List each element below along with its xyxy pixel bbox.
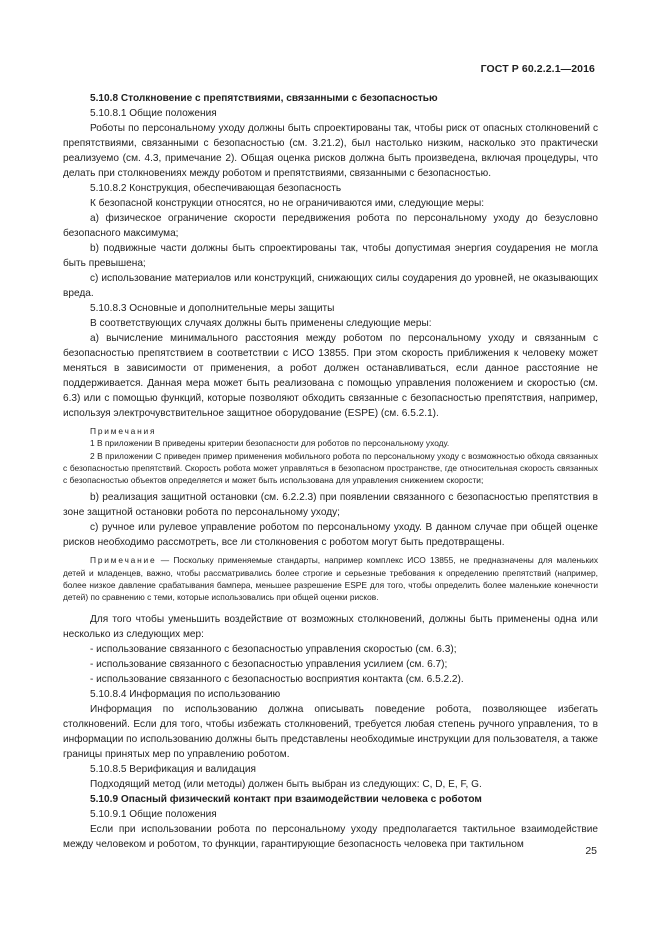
subsection-heading: 5.10.8.1 Общие положения [90, 108, 217, 119]
paragraph: Если при использовании робота по персональному уходу предполагается тактильное взаимодействие между человеком и роботом, то функции, гарантирующие безопасность человека при тактильном [63, 823, 598, 850]
document-body [63, 91, 598, 852]
note-body: — Поскольку применяемые стандарты, например комплекс ИСО 13855, не предназначены для маленьких детей и младенцев, важно, чтобы рассматривались более строгие и серьезные требования к определению препятствий (например, более низкое давление срабатывания бампера, меньшее разрешение ESPE для того, чтобы определить более маленькие конечности детей) по сравнению с теми, которые использовались при общей оценки рисков. [63, 555, 599, 603]
notes-block [63, 425, 598, 486]
section-heading-5-10-8: 5.10.8 Столкновение с препятствиями, связанными с безопасностью [90, 93, 438, 104]
paragraph: К безопасной конструкции относятся, но не ограничиваются ими, следующие меры: [90, 198, 485, 209]
note-title: Примечание [90, 555, 157, 566]
note-text [63, 554, 598, 603]
document-header: ГОСТ Р 60.2.2.1—2016 [480, 63, 595, 75]
paragraph: Роботы по персональному уходу должны быть спроектированы так, чтобы риск от опасных столкновений с препятствиями, связанными с безопасностью (см. 3.21.2), был настолько низким, насколько это практически реализуемо (см. 4.3, примечание 2). Общая оценка рисков должна быть произведена, включая процедуры, что делать при столкновениях между роботом и препятствиями, связанными с безопасностью. [63, 123, 598, 179]
list-item: c) ручное или рулевое управление роботом по персональному уходу. В данном случае при общей оценке рисков необходимо рассмотреть, все ли столкновения с роботом могут быть предотвращены. [63, 522, 598, 549]
subsection-heading: 5.10.8.3 Основные и дополнительные меры защиты [90, 303, 335, 314]
note-item: 1 В приложении В приведены критерии безопасности для роботов по персональному уходу. [90, 438, 450, 449]
note-block [63, 554, 598, 603]
list-item: b) подвижные части должны быть спроектированы так, чтобы допустимая энергия соударения не могла быть превышена; [63, 243, 598, 269]
list-item: b) реализация защитной остановки (см. 6.2.2.3) при появлении связанного с безопасностью препятствия в зоне защитной остановки робота по персональному уходу; [63, 492, 598, 519]
dash-list-item: - использование связанного с безопасностью управления усилием (см. 6.7); [90, 658, 448, 670]
list-item: а) вычисление минимального расстояния между роботом по персональному уходу и связанным с безопасностью препятствием в соответствии с ИСО 13855. При этом скорость приближения к человеку может меняться в зависимости от применения, а робот должен останавливаться, если данное расстояние не поддерживается. Данная мера может быть реализована с помощью управления положением и скоростью (см. 6.3) или с помощью функций, которые позволяют обходить связанные с безопасностью препятствия, например, используя электрочувствительное защитное оборудование (ESPE) (см. 6.5.2.1). [63, 333, 598, 419]
paragraph: Для того чтобы уменьшить воздействие от возможных столкновений, должны быть применены одна или несколько из следующих мер: [63, 613, 598, 640]
subsection-heading: 5.10.8.2 Конструкция, обеспечивающая безопасность [90, 183, 342, 194]
list-item: c) использование материалов или конструкций, снижающих силы соударения до уровней, не оказывающих вреда. [63, 273, 598, 299]
paragraph: В соответствующих случаях должны быть применены следующие меры: [90, 318, 432, 329]
note-item: 2 В приложении С приведен пример применения мобильного робота по персональному уходу с возможностью обхода связанных с безопасностью препятствий. Скорость робота может управляться в безопасном пространстве, где относительная скорость связанных с безопасностью объектов определяется и может быть использована для управления снижением скорости; [63, 450, 598, 486]
dash-list-item: - использование связанного с безопасностью восприятия контакта (см. 6.5.2.2). [90, 673, 464, 685]
subsection-heading: 5.10.9.1 Общие положения [90, 808, 217, 820]
dash-list-item: - использование связанного с безопасностью управления скоростью (см. 6.3); [90, 643, 457, 655]
list-item: а) физическое ограничение скорости передвижения робота по персональному уходу до безусловно безопасного максимума; [63, 213, 598, 239]
subsection-heading: 5.10.8.4 Информация по использованию [90, 688, 281, 700]
subsection-heading: 5.10.8.5 Верификация и валидация [90, 763, 256, 775]
section-heading-5-10-9: 5.10.9 Опасный физический контакт при взаимодействии человека с роботом [90, 793, 482, 805]
paragraph: Подходящий метод (или методы) должен быть выбран из следующих: С, D, E, F, G. [90, 778, 482, 790]
page-number: 25 [585, 845, 597, 857]
notes-title: Примечания [90, 426, 157, 436]
paragraph: Информация по использованию должна описывать поведение робота, позволяющее избегать столкновений. Если для того, чтобы избежать столкновений, требуется любая степень ручного управления, то в информации по использованию должны быть представлены необходимые инструкции для пользователя, а также границы принятых мер по управлению роботом. [63, 703, 598, 760]
